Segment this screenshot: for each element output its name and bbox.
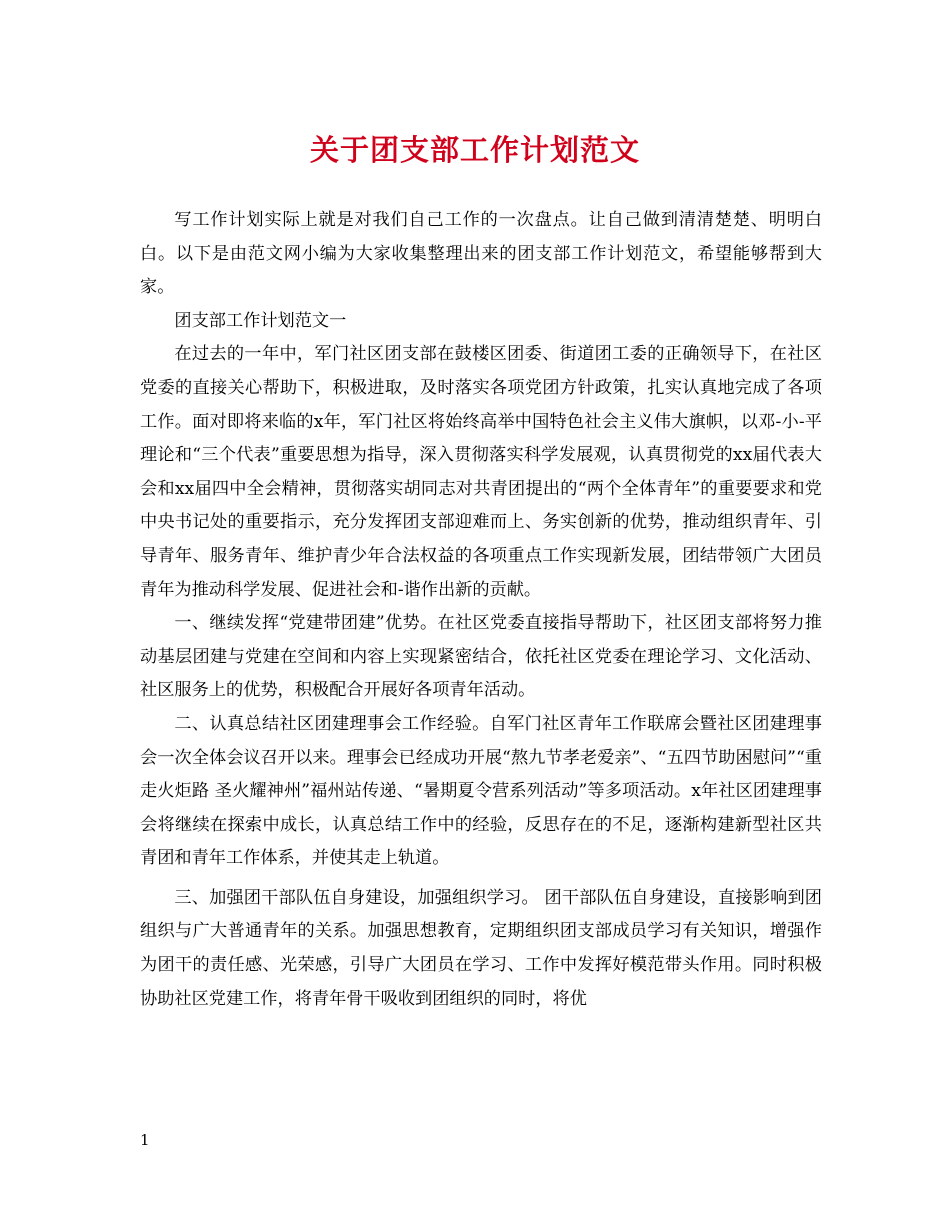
- page-number: 1: [140, 1131, 150, 1149]
- paragraph-overview: 在过去的一年中，军门社区团支部在鼓楼区团委、街道团工委的正确领导下，在社区党委的直接关心帮助下，积极进取，及时落实各项党团方针政策，扎实认真地完成了各项工作。面对即将来临的x年，军门社区将始终高举中国特色社会主义伟大旗帜，以邓-小-平理论和“三个代表”重要思想为指导，深入贯彻落实科学发展观，认真贯彻党的xx届代表大会和xx届四中全会精神，贯彻落实胡同志对共青团提出的“两个全体青年”的重要要求和党中央书记处的重要指示，充分发挥团支部迎难而上、务实创新的优势，推动组织青年、引导青年、服务青年、维护青少年合法权益的各项重点工作实现新发展，团结带领广大团员青年为推动科学发展、促进社会和-谐作出新的贡献。: [140, 344, 822, 600]
- paragraph-point-three: 三、加强团干部队伍自身建设，加强组织学习。 团干部队伍自身建设，直接影响到团组织与广大普通青年的关系。加强思想教育，定期组织团支部成员学习有关知识，增强作为团干的责任感、光荣感，引导广大团员在学习、工作中发挥好模范带头作用。同时积极协助社区党建工作，将青年骨干吸收到团组织的同时，将优: [140, 887, 822, 1009]
- paragraph-point-one: 一、继续发挥“党建带团建”优势。在社区党委直接指导帮助下，社区团支部将努力推动基层团建与党建在空间和内容上实现紧密结合，依托社区党委在理论学习、文化活动、社区服务上的优势，积极配合开展好各项青年活动。: [140, 613, 822, 701]
- paragraph-intro: 写工作计划实际上就是对我们自己工作的一次盘点。让自己做到清清楚楚、明明白白。以下是由范文网小编为大家收集整理出来的团支部工作计划范文，希望能够帮到大家。: [140, 210, 822, 298]
- paragraph-section-heading: 团支部工作计划范文一: [174, 310, 347, 331]
- paragraph-point-two: 二、认真总结社区团建理事会工作经验。自军门社区青年工作联席会暨社区团建理事会一次全体会议召开以来。理事会已经成功开展“熬九节孝老爱亲”、“五四节助困慰问”“重走火炬路 圣火耀神州”福州站传递、“暑期夏令营系列活动”等多项活动。x年社区团建理事会将继续在探索中成长，认真总结工作中的经验，反思存在的不足，逐渐构建新型社区共青团和青年工作体系，并使其走上轨道。: [140, 713, 822, 869]
- document-body: [140, 204, 822, 1016]
- document-title: 关于团支部工作计划范文: [309, 133, 640, 167]
